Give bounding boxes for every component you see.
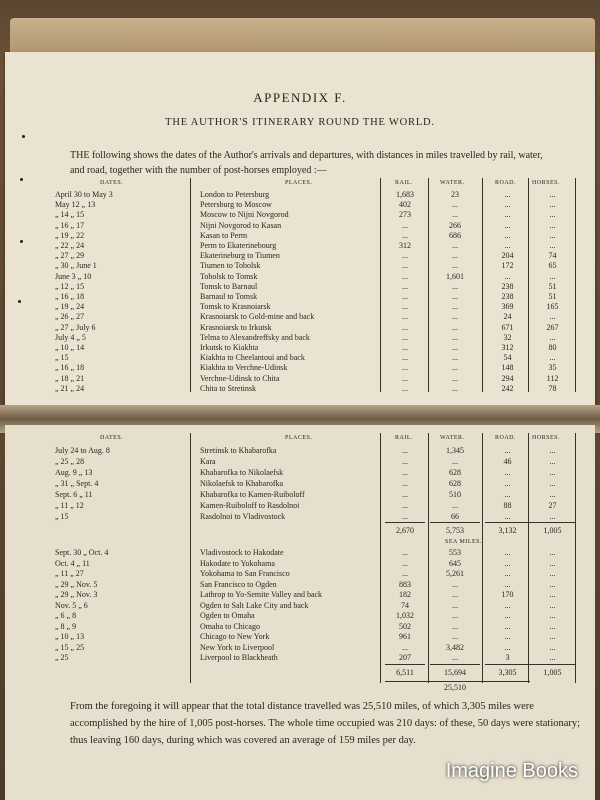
place-cell: Tomsk to Barnaul [200,281,258,291]
table-row [0,479,600,490]
road-cell: 671 [501,322,514,332]
road-cell: ... [504,632,511,641]
rail-cell: ... [402,312,408,322]
place-cell: Kamen-Ruiboloff to Rasdolnoi [200,501,300,510]
horses-cell: ... [549,512,556,521]
horses-cell: 51 [548,281,557,291]
place-cell: Tobolsk to Tomsk [200,271,258,281]
place-cell: Ogden to Omaha [200,611,255,620]
place-cell: Irkutsk to Kiakhta [200,343,259,352]
sum-rule [385,522,425,523]
table-row [0,490,600,501]
table-row [0,548,600,559]
horses-cell: ... [549,210,556,220]
date-cell: „ 16 „ 18 [55,363,85,373]
water-cell: 66 [451,512,459,521]
date-cell: „ 29 „ Nov. 3 [55,590,98,599]
road-cell: ... [504,579,511,589]
place-cell: Lathrop to Yo-Semite Valley and back [200,590,323,599]
place-cell: Ekaterineburg to Tiumen [200,251,280,261]
place-cell: San Francisco to Ogden [200,579,277,589]
date-cell: Nov. 5 „ 6 [55,600,88,610]
header-horses: HORSES. [532,435,561,441]
closing-paragraph: From the foregoing it will appear that the total distance travelled was 25,510 miles, of which 3,305 miles were accomplished by the hire of 1,005 post-horses. The whole time occupied was 210 days: of these, 50 days were stationary; thus leaving 160 days, during which was covered an average of 159 miles per day. [70,701,581,746]
table-row [0,559,600,570]
subtotal-rail: 2,670 [396,526,414,535]
water-cell: 628 [449,479,461,488]
appendix-heading: APPENDIX F. [253,90,347,105]
horses-cell: ... [549,558,556,568]
header-road: ROAD. [495,435,517,441]
horses-cell: ... [549,548,556,557]
date-cell: „ 15 „ 25 [55,642,85,652]
horses-cell: ... [549,468,556,477]
road-cell: 238 [501,292,514,301]
horses-cell: ... [549,271,556,281]
table-row [0,468,600,479]
total-rule [430,664,480,665]
water-cell: ... [452,322,458,332]
total-rule [385,664,425,665]
place-cell: Telma to Alexandreffsky and back [200,332,310,342]
table-row [0,601,600,612]
date-cell: „ 19 „ 24 [55,302,85,312]
water-cell: ... [452,373,458,383]
header-road: ROAD. [495,180,517,186]
horses-cell: ... [549,490,556,499]
water-cell: 5,261 [446,569,464,578]
place-cell: Chita to Stretinsk [200,383,256,393]
rail-cell: ... [402,373,408,383]
header-rail: RAIL. [395,180,413,186]
date-cell: „ 22 „ 24 [55,241,85,250]
water-cell: ... [452,353,458,363]
place-cell: Krasnoiarsk to Gold-mine and back [200,312,315,322]
horses-cell: ... [549,653,556,662]
table-row [0,569,600,580]
road-cell: ... [504,558,511,568]
date-cell: „ 11 „ 27 [55,569,84,578]
place-cell: Chicago to New York [200,632,270,641]
rail-cell: ... [402,457,408,466]
water-cell: ... [452,457,458,466]
table-row [0,446,600,457]
rail-cell: 502 [399,621,411,631]
horses-cell: ... [549,611,556,620]
table-row [0,590,600,601]
horses-cell: ... [549,569,556,578]
rail-cell: 312 [399,241,411,250]
road-cell: ... [504,548,511,557]
header-places: PLACES. [285,435,313,441]
water-cell: ... [452,611,458,620]
date-cell: „ 26 „ 27 [55,312,85,322]
water-cell: ... [452,363,458,373]
water-cell: ... [452,302,458,312]
road-cell: 46 [503,457,512,466]
water-cell: ... [452,600,458,610]
total-water: 15,694 [444,668,466,677]
road-cell: ... [504,512,511,521]
date-cell: „ 18 „ 21 [55,373,85,383]
rail-cell: ... [402,302,408,312]
water-cell: ... [452,501,458,510]
road-cell: ... [504,600,511,610]
rail-cell: ... [402,292,408,301]
itinerary-title: THE AUTHOR'S ITINERARY ROUND THE WORLD. [165,117,435,128]
rail-cell: 1,683 [396,190,414,199]
horses-cell: ... [549,600,556,610]
rail-cell: ... [402,230,408,240]
header-dates: DATES. [100,435,124,441]
place-cell: Krasnoiarsk to Irkutsk [200,322,272,332]
water-cell: ... [452,312,458,322]
road-cell: ... [504,490,511,499]
place-cell: Liverpool to Blackheath [200,653,278,662]
water-cell: ... [452,251,458,261]
rail-cell: ... [402,548,408,557]
place-cell: Rasdolnoi to Vladivostock [200,512,286,521]
place-cell: Kiakhta to Cheelantoui and back [200,353,305,363]
horses-cell: 112 [546,373,559,383]
water-cell: ... [452,383,458,393]
horses-cell: ... [549,230,556,240]
rail-cell: ... [402,468,408,477]
table-row [0,501,600,512]
date-cell: „ 29 „ Nov. 5 [55,579,98,589]
water-cell: ... [452,210,458,220]
table-row [0,643,600,654]
horses-cell: ... [549,200,556,210]
rail-cell: ... [402,569,408,578]
rail-cell: ... [402,220,408,230]
date-cell: „ 15 [55,353,69,363]
place-cell: Khabarofka to Nikolaefsk [200,468,284,477]
horses-cell: 35 [548,363,557,373]
date-cell: „ 15 [55,512,69,521]
road-cell: 294 [501,373,514,383]
sum-rule [430,522,480,523]
date-cell: „ 6 „ 8 [55,611,77,620]
place-cell: Verchne-Udinsk to Chita [200,373,280,383]
date-cell: „ 16 „ 17 [55,220,85,230]
total-road: 3,305 [498,668,517,677]
road-cell: ... [504,271,511,281]
horses-cell: 74 [548,251,557,261]
rail-cell: ... [402,271,408,281]
date-cell: June 3 „ 10 [55,271,92,281]
horses-cell: ... [549,579,556,589]
road-cell: ... [504,446,511,455]
total-rule [530,664,575,665]
horses-cell: ... [549,621,556,631]
place-cell: Moscow to Nijni Novgorod [200,210,289,220]
grand-total-rule [385,681,530,682]
place-cell: Barnaul to Tomsk [200,292,258,301]
road-cell: ... [504,220,511,230]
sea-miles-label: SEA MILES. [445,539,483,545]
rail-cell: ... [402,479,408,488]
water-cell: 3,482 [446,642,464,652]
date-cell: May 12 „ 13 [55,200,96,210]
subtotal-horses: 1,005 [543,526,562,535]
rail-cell: 961 [399,632,411,641]
horses-cell: ... [549,241,556,250]
place-cell: Ogden to Salt Lake City and back [200,600,309,610]
date-cell: „ 25 [55,653,69,662]
place-cell: London to Petersburg [200,190,270,199]
rail-cell: 207 [399,653,411,662]
water-cell: ... [452,632,458,641]
horses-cell: ... [549,479,556,488]
horses-cell: ... [549,220,556,230]
road-cell: ... [504,468,511,477]
date-cell: „ 10 „ 14 [55,343,85,352]
date-cell: Sept. 6 „ 11 [55,490,93,499]
road-cell: 148 [501,363,514,373]
margin-mark [20,178,23,181]
road-cell: 24 [503,312,512,322]
rail-cell: ... [402,353,408,363]
water-cell: 645 [449,558,461,568]
road-cell: ... [504,642,511,652]
date-cell: July 24 to Aug. 8 [55,446,110,455]
horses-cell: ... [549,642,556,652]
header-water: WATER. [440,180,465,186]
table-row [0,622,600,633]
water-cell: 1,345 [446,446,464,455]
water-cell: ... [452,343,458,352]
subtotal-road: 3,132 [498,526,517,535]
rail-cell: ... [402,332,408,342]
date-cell: Oct. 4 „ 11 [55,558,90,568]
road-cell: ... [504,230,511,240]
water-cell: ... [452,590,458,599]
date-cell: „ 10 „ 13 [55,632,85,641]
road-cell: 312 [501,343,514,352]
rail-cell: ... [402,501,408,510]
place-cell: Yokohama to San Francisco [200,569,290,578]
date-cell: „ 31 „ Sept. 4 [55,479,99,488]
rail-cell: ... [402,446,408,455]
rail-cell: ... [402,322,408,332]
water-cell: 266 [449,220,461,230]
road-cell: ... [504,621,511,631]
rail-cell: ... [402,281,408,291]
road-cell: 3 [505,653,510,662]
horses-cell: 51 [548,292,557,301]
horses-cell: ... [549,457,556,466]
rail-cell: 273 [399,210,411,220]
header-water: WATER. [440,435,465,441]
road-cell: ... [504,479,511,488]
water-cell: 1,601 [446,271,464,281]
water-cell: ... [452,621,458,631]
sum-rule [530,522,575,523]
place-cell: Tiumen to Tobolsk [200,261,261,271]
place-cell: Nikolaefsk to Khabarofka [200,479,284,488]
place-cell: New York to Liverpool [200,642,275,652]
horses-cell: ... [549,190,556,199]
date-cell: „ 27 „ 29 [55,251,85,261]
road-cell: ... [504,190,511,199]
grand-total: 25,510 [444,683,466,692]
total-rail: 6,511 [396,668,414,677]
road-cell: 54 [503,353,512,363]
header-places: PLACES. [285,180,313,186]
table-row [0,580,600,591]
date-cell: „ 21 „ 24 [55,383,85,393]
road-cell: 242 [501,383,514,393]
water-cell: 686 [449,230,461,240]
sum-rule [485,522,530,523]
horses-cell: 267 [546,322,559,332]
place-cell: Perm to Ekaterinebourg [200,241,277,250]
place-cell: Tomsk to Krasnoiarsk [200,302,271,312]
rail-cell: ... [402,343,408,352]
horses-cell: ... [549,446,556,455]
rail-cell: 182 [399,590,411,599]
road-cell: ... [504,210,511,220]
date-cell: „ 14 „ 15 [55,210,85,220]
water-cell: 23 [451,190,459,199]
rail-cell: ... [402,512,408,521]
horses-cell: ... [549,332,556,342]
place-cell: Khabarofka to Kamen-Ruiboloff [200,490,305,499]
rail-cell: ... [402,383,408,393]
rail-cell: 1,032 [396,611,414,620]
table-row [0,653,600,664]
rail-cell: 883 [399,579,411,589]
water-cell: ... [452,292,458,301]
subtotal-row [0,526,600,537]
water-cell: ... [452,281,458,291]
date-cell: July 4 „ 5 [55,332,86,342]
rail-cell: 402 [399,200,411,210]
date-cell: Sept. 30 „ Oct. 4 [55,548,109,557]
horses-cell: 27 [548,501,557,510]
table-row [0,611,600,622]
place-cell: Hakodate to Yokohama [200,558,275,568]
water-cell: 628 [449,468,461,477]
road-cell: ... [504,200,511,210]
date-cell: „ 27 „ July 6 [55,322,96,332]
date-cell: April 30 to May 3 [55,190,113,199]
water-cell: 510 [449,490,461,499]
total-row [0,668,600,679]
place-cell: Kiakhta to Verchne-Udinsk [200,363,288,373]
road-cell: 204 [501,251,514,261]
header-rail: RAIL. [395,435,413,441]
rail-cell: ... [402,363,408,373]
place-cell: Kara [200,457,216,466]
road-cell: 238 [501,281,514,291]
water-cell: ... [452,261,458,271]
horses-cell: ... [549,590,556,599]
date-cell: Aug. 9 „ 13 [55,468,93,477]
place-cell: Petersburg to Moscow [200,200,272,210]
road-cell: 170 [501,590,514,599]
road-cell: ... [504,611,511,620]
water-cell: ... [452,653,458,662]
horses-cell: 78 [548,383,557,393]
rail-cell: ... [402,490,408,499]
road-cell: ... [504,241,511,250]
place-cell: Kasan to Perm [200,230,248,240]
date-cell: „ 16 „ 18 [55,292,85,301]
water-cell: ... [452,332,458,342]
place-cell: Vladivostock to Hakodate [200,548,284,557]
place-cell: Omaha to Chicago [200,621,260,631]
total-horses: 1,005 [543,668,562,677]
horses-cell: ... [549,312,556,322]
date-cell: „ 8 „ 9 [55,621,77,631]
place-cell: Nijni Novgorod to Kasan [200,220,282,230]
road-cell: ... [504,569,511,578]
header-dates: DATES. [100,180,124,186]
water-cell: ... [452,579,458,589]
road-cell: 172 [501,261,514,271]
date-cell: „ 11 „ 12 [55,501,84,510]
water-cell: ... [452,241,458,250]
rail-cell: 74 [401,600,409,610]
place-cell: Stretinsk to Khabarofka [200,446,277,455]
road-cell: 369 [501,302,514,312]
water-cell: 553 [449,548,461,557]
horses-cell: 65 [548,261,557,271]
table-row [0,384,600,395]
intro-text: THE following shows the dates of the Author's arrivals and departures, with distances in miles travelled by rail, water, and road, together with the number of post-horses employed :— [70,150,543,176]
horses-cell: ... [549,632,556,641]
rail-cell: ... [402,251,408,261]
watermark: Imagine Books [445,760,578,782]
date-cell: „ 25 „ 28 [55,457,85,466]
table-row [0,632,600,643]
rail-cell: ... [402,642,408,652]
horses-cell: 80 [548,343,557,352]
date-cell: „ 30 „ June 1 [55,261,97,271]
date-cell: „ 12 „ 15 [55,281,85,291]
header-horses: HORSES. [532,180,561,186]
water-cell: ... [452,200,458,210]
road-cell: 32 [503,332,512,342]
date-cell: „ 19 „ 22 [55,230,85,240]
horses-cell: 165 [546,302,559,312]
total-rule [485,664,530,665]
table-row [0,457,600,468]
rail-cell: ... [402,558,408,568]
margin-mark [22,135,25,138]
rail-cell: ... [402,261,408,271]
subtotal-water: 5,753 [446,526,464,535]
road-cell: 88 [503,501,512,510]
horses-cell: ... [549,353,556,363]
